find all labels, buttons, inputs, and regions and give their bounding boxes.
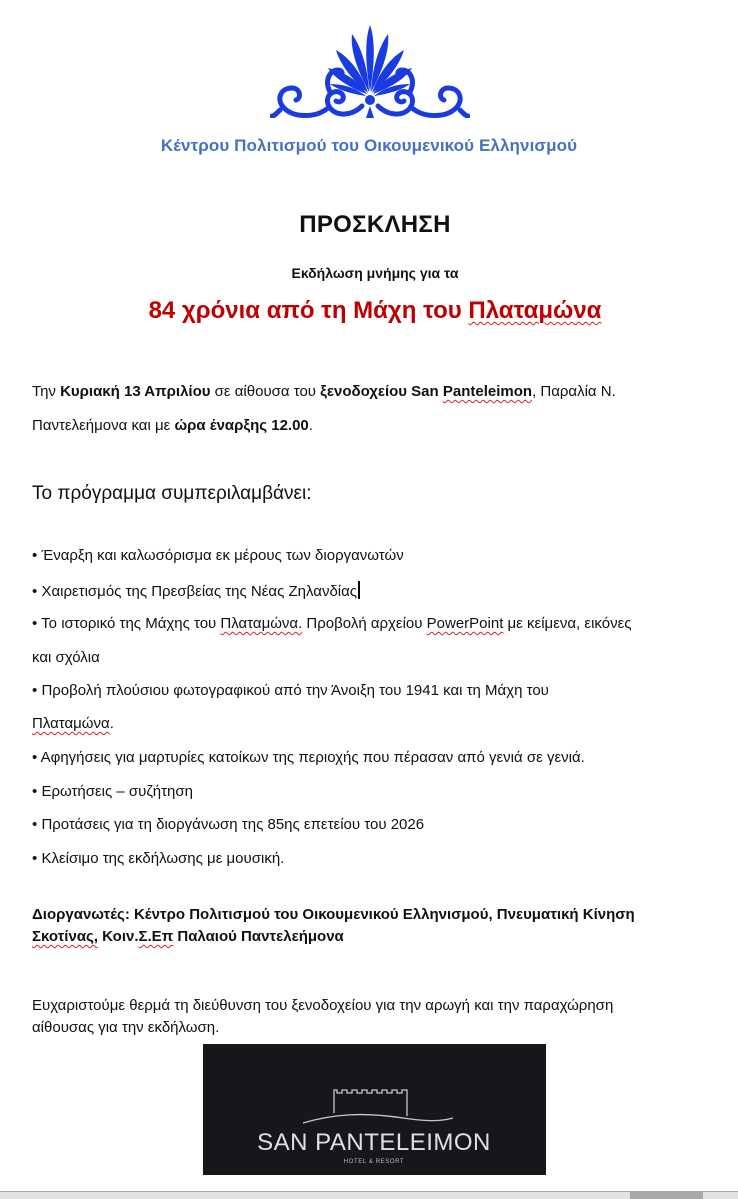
bullet: • (32, 615, 38, 632)
program-item-text: Έναρξη και καλωσόρισμα εκ μέρους των διοργανωτών (41, 547, 404, 564)
organizers-text: Κοιν. (98, 928, 139, 945)
program-item-text: Προτάσεις για τη διοργάνωση της 85ης επετείου του 2026 (41, 816, 425, 833)
intro-text: , Παραλία Ν. (532, 383, 616, 400)
event-time: ώρα έναρξης 12.00 (174, 417, 309, 434)
program-item (32, 816, 424, 834)
text-cursor (358, 581, 360, 599)
program-item (32, 581, 360, 601)
program-item-text: . (109, 715, 114, 732)
hotel-name-misspelled: Panteleimon (442, 383, 533, 400)
program-item-text: Προβολή αρχείου (302, 615, 427, 632)
misspelled-word: Πλαταμώνα. (220, 615, 303, 632)
invitation-title: ΠΡΟΣΚΛΗΣΗ (299, 211, 451, 238)
program-item-text: Κλείσιμο της εκδήλωσης με μουσική. (41, 850, 285, 867)
program-item (32, 682, 549, 700)
organizers-text: Παλαιού Παντελεήμονα (173, 928, 344, 945)
thanks-line-1: Ευχαριστούμε θερμά τη διεύθυνση του ξενοδοχείου για την αρωγή και την παραχώρηση (32, 997, 614, 1014)
intro-line-2 (32, 417, 313, 435)
bullet: • (32, 850, 38, 867)
program-item-text: Προβολή πλούσιου φωτογραφικού από την Άνοιξη του 1941 και τη Μάχη του (41, 682, 549, 699)
misspelled-word: Πλαταμώνα (32, 715, 110, 732)
intro-text: . (308, 417, 313, 434)
bullet: • (32, 783, 38, 800)
program-item (32, 850, 284, 868)
hotel-prefix: ξενοδοχείου San (320, 383, 443, 400)
program-item-text: Χαιρετισμός της Πρεσβείας της Νέας Ζηλανδίας (41, 583, 358, 600)
headline-place-misspelled: Πλαταμώνα (468, 297, 602, 324)
program-item (32, 783, 193, 801)
organizers-line-1: Διοργανωτές: Κέντρο Πολιτισμού του Οικουμενικού Ελληνισμού, Πνευματική Κίνηση (32, 906, 635, 923)
misspelled-word: Σκοτίνας, (32, 928, 99, 945)
headline-text: 84 χρόνια από τη Μάχη του (148, 297, 469, 324)
program-item (32, 749, 585, 767)
program-item (32, 547, 404, 565)
hotel-ref (320, 383, 532, 400)
event-date: Κυριακή 13 Απριλίου (60, 383, 211, 400)
thanks-line-2: αίθουσας για την εκδήλωση. (32, 1019, 220, 1036)
program-item-text: Ερωτήσεις – συζήτηση (41, 783, 193, 800)
program-heading: Το πρόγραμμα συμπεριλαμβάνει: (32, 483, 312, 504)
bullet: • (32, 682, 38, 699)
organization-name: Κέντρου Πολιτισμού του Οικουμενικού Ελληνισμού (160, 136, 578, 155)
greek-palmette-ornament-icon (270, 22, 470, 118)
event-headline (0, 297, 738, 325)
event-subtitle: Εκδήλωση μνήμης για τα (291, 265, 459, 281)
intro-text: σε αίθουσα του (210, 383, 321, 400)
misspelled-word: Σ.Επ (138, 928, 174, 945)
program-item-text: με κείμενα, εικόνες (503, 615, 632, 632)
intro-line-1 (32, 383, 616, 401)
program-item-text: Αφηγήσεις για μαρτυρίες κατοίκων της περιοχής που πέρασαν από γενιά σε γενιά. (40, 749, 585, 766)
castle-wave-icon (203, 1044, 546, 1175)
hotel-logo-tagline: HOTEL & RESORT (343, 1159, 405, 1165)
misspelled-word: PowerPoint (426, 615, 504, 632)
bullet: • (32, 583, 38, 600)
program-item-text: Το ιστορικό της Μάχης του (41, 615, 221, 632)
bullet: • (32, 749, 38, 766)
program-item-continued (32, 715, 114, 733)
organizers-line-2 (32, 928, 344, 946)
bullet: • (32, 816, 38, 833)
hotel-logo-image[interactable] (203, 1044, 546, 1175)
bullet: • (32, 547, 38, 564)
hotel-logo-name: SAN PANTELEIMON (257, 1129, 491, 1156)
program-item-continued: και σχόλια (32, 649, 100, 666)
intro-text: Παντελεήμονα και με (32, 417, 175, 434)
program-item (32, 615, 632, 633)
intro-text: Την (32, 383, 61, 400)
